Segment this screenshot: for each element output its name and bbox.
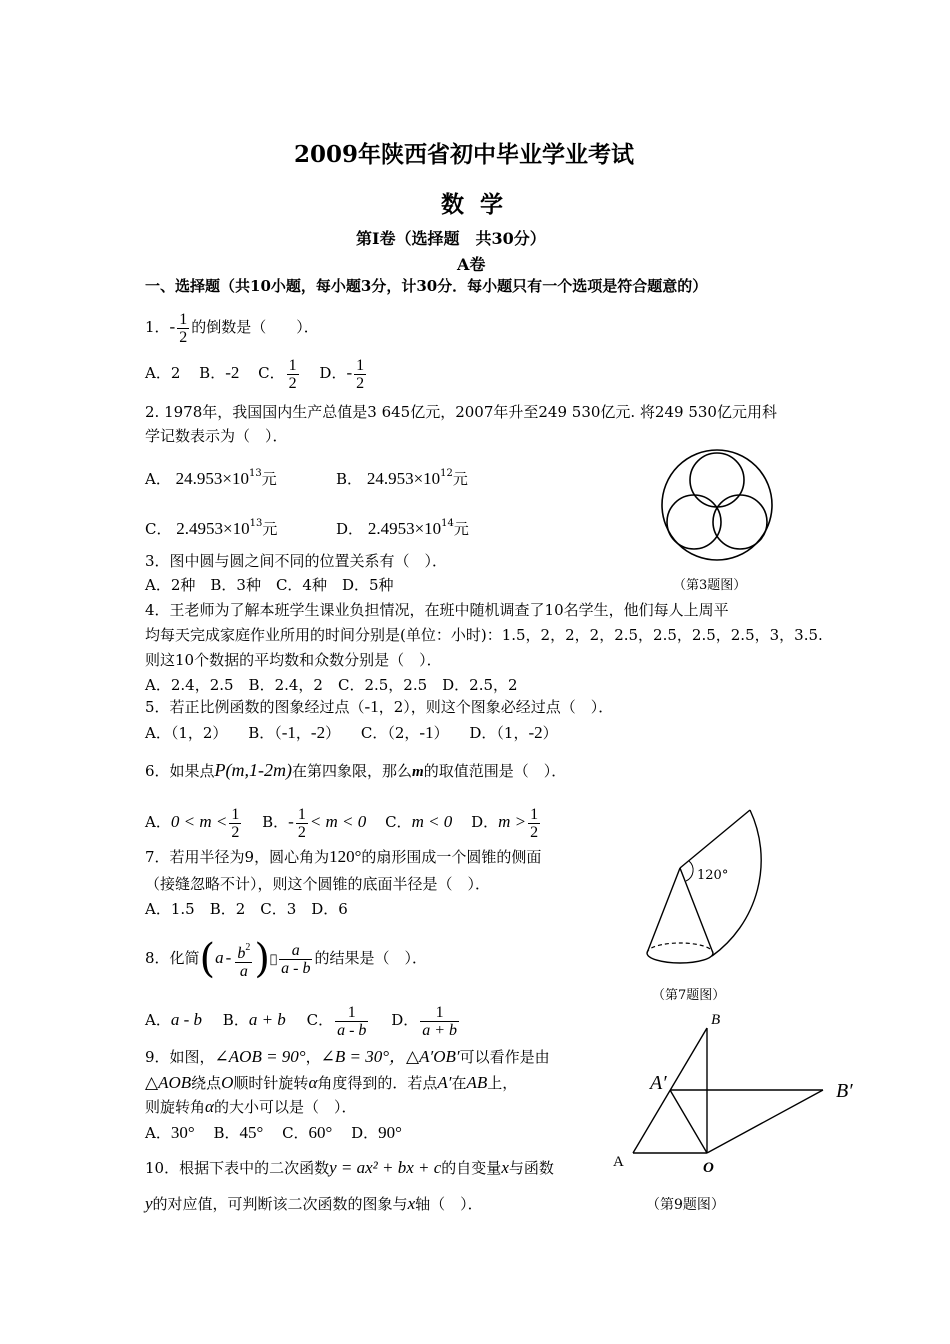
- question-9-options: [145, 1123, 402, 1143]
- question-8: [145, 936, 427, 981]
- q2-option-d: [336, 514, 469, 539]
- q6-a-left: 0 < m <: [170, 812, 228, 831]
- q10-y: y: [145, 1194, 153, 1213]
- question-8-options: [145, 998, 461, 1042]
- q10-line1-b: 的自变量: [441, 1159, 502, 1177]
- q10-line2-b: 轴（ ）．: [415, 1195, 483, 1213]
- q9-ab: AB: [466, 1073, 488, 1092]
- q9-c-label: C．: [282, 1124, 309, 1142]
- q9-caption: （第9题图）: [646, 1197, 725, 1213]
- q9-alpha: α: [308, 1073, 318, 1092]
- question-1-options: [145, 352, 368, 394]
- question-7-options: A．1.5 B．2 C．3 D．6: [145, 900, 348, 918]
- q1-fraction: [177, 311, 189, 346]
- q7-line1-a: 7．若用半径为9，圆心角为: [145, 848, 330, 866]
- q1-den: 2: [179, 328, 188, 346]
- q3-figure: [655, 448, 779, 562]
- q1-d-num: 1: [356, 356, 365, 374]
- q5-stem-a: 5．若正比例函数的图象经过点（: [145, 698, 365, 716]
- q3-top-circle: [690, 453, 744, 507]
- q8-frac2-num: [279, 942, 312, 960]
- q9-line2-c: 角度得到的．若点: [317, 1074, 438, 1092]
- q9-label-a: A: [613, 1154, 624, 1170]
- q9-c-val: 60°: [308, 1123, 333, 1142]
- q1-option-c: [287, 357, 299, 392]
- q9-label-o: O: [703, 1160, 714, 1176]
- q10-line2-a: 的对应值，可判断该二次函数的图象与: [152, 1195, 408, 1213]
- q8-fraction-1: [235, 939, 252, 980]
- question-4-line2: 均每天完成家庭作业所用的时间分别是(单位：小时)：1.5，2，2，2，2.5，2.5，2.5，2.5，3，3.5.: [145, 626, 823, 644]
- q8-sq: 2: [245, 941, 251, 953]
- question-10-line2: [145, 1194, 483, 1214]
- q9-label-b-prime: B′: [836, 1080, 853, 1102]
- q2-a-base: 24.953×10: [175, 469, 249, 488]
- q6-b-label: B．: [262, 813, 289, 831]
- q9-eq2: ∠B = 30°: [320, 1047, 390, 1066]
- q6-suffix: 的取值范围是（ ）．: [423, 762, 567, 780]
- q8-den2: a - b: [281, 959, 311, 977]
- question-7-line2: （接缝忽略不计），则这个圆锥的底面半径是（ ）．: [145, 875, 491, 893]
- q9-line2-e: 上，: [487, 1074, 518, 1092]
- q6-b-fraction: [296, 806, 308, 841]
- q8-frac1-den: [235, 963, 252, 980]
- q9-line3-b: 的大小可以是（ ）．: [213, 1098, 357, 1116]
- q2-c-exp: 13: [249, 518, 263, 529]
- q9-o: O: [221, 1073, 234, 1092]
- q8-paren-right: ): [254, 936, 270, 982]
- question-4-options: A．2.4，2.5 B．2.4，2 C．2.5，2.5 D．2.5，2: [145, 676, 518, 694]
- question-6-options: [145, 800, 542, 844]
- q6-b-num: 1: [297, 805, 306, 823]
- q8-minus: -: [225, 948, 232, 967]
- q8-d-fraction: [420, 1004, 459, 1039]
- q5-option-d-a: D．（1，: [469, 724, 529, 742]
- q9-ap: A′: [437, 1073, 452, 1092]
- q10-line1-a: 10．根据下表中的二次函数: [145, 1159, 330, 1177]
- q5-option-c-a: C．（2，: [360, 724, 420, 742]
- q7-figure-angle: 120°: [697, 868, 729, 883]
- q5-option-b-v1: -1: [281, 723, 296, 742]
- q1-option-b: -2: [225, 363, 240, 382]
- question-9-line3: [145, 1097, 356, 1117]
- volume-title: A卷: [457, 255, 486, 274]
- q8-fraction-2: [279, 942, 312, 977]
- question-5: [145, 697, 613, 717]
- q1-option-d-label: D．: [319, 364, 347, 382]
- q8-b-label: B．: [222, 1011, 249, 1029]
- q8-a: a: [215, 948, 224, 967]
- q8-num2: a: [291, 941, 300, 959]
- q8-a-val: a - b: [170, 1010, 203, 1029]
- q8-op: 􀁗: [269, 952, 278, 966]
- q9-eq1: ∠AOB = 90°: [214, 1047, 306, 1066]
- q8-a-label: A．: [145, 1011, 171, 1029]
- q8-c-den: a - b: [337, 1021, 367, 1039]
- q9-side-ap-o: [670, 1090, 707, 1153]
- q1-d-minus: -: [346, 363, 353, 382]
- q7-caption: （第7题图）: [652, 988, 726, 1003]
- q7-cone-left: [647, 868, 680, 953]
- q9-sep: ，: [305, 1048, 321, 1066]
- q9-a-label: A．: [145, 1124, 171, 1142]
- q9-line1-a: 9．如图，: [145, 1048, 215, 1066]
- question-4-line1: 4．王老师为了解本班学生课业负担情况，在班中随机调查了10名学生，他们每人上周平: [145, 601, 729, 619]
- q5-option-b-mid: ，: [295, 724, 311, 742]
- q2-b-unit: 元: [452, 470, 468, 488]
- question-4-line3: 则这10个数据的平均数和众数分别是（ ）．: [145, 651, 442, 669]
- q8-c-num: 1: [335, 1004, 368, 1022]
- q10-func: y = ax² + bx + c: [329, 1158, 442, 1177]
- question-10-line1: [145, 1158, 554, 1178]
- q1-num: 1: [179, 310, 188, 328]
- q2-a-exp: 13: [248, 468, 262, 479]
- q2-c-label: C．: [145, 520, 172, 538]
- q9-line2-b: 顺时针旋转: [233, 1074, 309, 1092]
- q1-d-den: 2: [356, 374, 365, 392]
- q2-b-exp: 12: [440, 468, 453, 479]
- q6-c-label: C．: [385, 813, 412, 831]
- section-heading: 一、选择题（共10小题，每小题3分，计30分．每小题只有一个选项是符合题意的）: [145, 277, 708, 295]
- question-1: [145, 308, 319, 346]
- q5-option-b-a: B．（: [248, 724, 282, 742]
- q8-c-fraction: [335, 1004, 368, 1039]
- q1-option-a: A．2: [145, 364, 181, 382]
- q9-alpha-2: α: [205, 1097, 214, 1116]
- question-7-line1: [145, 847, 541, 867]
- q8-d-num: 1: [420, 1004, 459, 1022]
- q8-paren-left: (: [199, 936, 216, 982]
- q2-d-unit: 元: [453, 520, 469, 538]
- q6-a-den: 2: [231, 823, 240, 841]
- q9-line2-a: 绕点: [191, 1074, 222, 1092]
- q6-d-den: 2: [530, 823, 539, 841]
- q7-line1-b: 的扇形围成一个圆锥的侧面: [361, 848, 542, 866]
- part-title: 第Ⅰ卷（选择题 共30分）: [356, 229, 546, 248]
- q1-option-b-label: B．: [199, 364, 226, 382]
- q6-mid: 在第四象限，那么: [292, 762, 413, 780]
- q9-d-label: D．: [351, 1124, 379, 1142]
- q6-b-den: 2: [297, 823, 306, 841]
- q3-caption: （第3题图）: [673, 578, 747, 593]
- q9-label-a-prime: A′: [650, 1072, 667, 1094]
- q2-c-unit: 元: [262, 520, 278, 538]
- q6-d-num: 1: [530, 805, 539, 823]
- q6-a-fraction: [229, 806, 241, 841]
- q6-b-minus: -: [288, 812, 294, 831]
- q8-prefix: 8．化简: [145, 949, 200, 967]
- q2-b-base: 24.953×10: [366, 469, 441, 488]
- q1-minus: -: [169, 317, 176, 336]
- q9-line2-d: 在: [451, 1074, 467, 1092]
- q5-option-b-c: ）: [325, 724, 341, 742]
- q8-frac2-den: [279, 960, 312, 977]
- q2-option-a: [145, 464, 277, 489]
- q8-den-a: a: [239, 962, 248, 980]
- q5-option-b-v2: -2: [310, 723, 326, 742]
- q5-option-a: A．（1，2）: [145, 724, 228, 742]
- q1-stem: 的倒数是（ ）．: [191, 318, 319, 336]
- q10-line1-c: 与函数: [508, 1159, 554, 1177]
- q1-c-den: 2: [288, 374, 297, 392]
- q9-line1-b: 可以看作是由: [459, 1048, 550, 1066]
- question-2-line1: 2. 1978年，我国国内生产总值是3 645亿元，2007年升至249 530亿元. 将249 530亿元用科: [145, 403, 777, 421]
- q1-prefix: 1．: [145, 318, 170, 336]
- q6-b-right: < m < 0: [309, 812, 367, 831]
- subject-title: 数 学: [441, 191, 504, 218]
- q9-label-b: B: [711, 1012, 721, 1028]
- q6-point: P(m,1-2m): [214, 760, 293, 780]
- q2-b-label: B．: [336, 470, 363, 488]
- q2-option-c: [145, 514, 277, 539]
- q7-figure: [640, 806, 780, 976]
- q2-d-label: D．: [336, 520, 364, 538]
- q2-c-base: 2.4953×10: [176, 519, 250, 538]
- question-6: [145, 760, 566, 782]
- q9-b-label: B．: [213, 1124, 240, 1142]
- q9-line3-a: 则旋转角: [145, 1098, 206, 1116]
- q2-a-label: A．: [145, 470, 171, 488]
- q6-a-label: A．: [145, 813, 171, 831]
- q8-d-den: a + b: [422, 1021, 458, 1039]
- q6-a-num: 1: [231, 805, 240, 823]
- q9-tri1: ，△A′OB′: [389, 1047, 460, 1066]
- q8-suffix: 的结果是（ ）．: [314, 949, 427, 967]
- q7-angle-mark: [686, 861, 693, 881]
- q5-option-d-c: ）: [542, 724, 558, 742]
- q5-option-c-c: ）: [433, 724, 449, 742]
- q6-d-left: m >: [498, 812, 527, 831]
- q8-d-label: D．: [391, 1011, 419, 1029]
- q6-var: m: [412, 764, 424, 780]
- q5-option-c-v: -1: [419, 723, 434, 742]
- question-3-options: A．2种 B．3种 C．4种 D．5种: [145, 576, 394, 594]
- q8-frac1-num: [235, 939, 252, 963]
- q5-stem-val: -1: [364, 697, 379, 716]
- question-5-options: [145, 723, 558, 743]
- q6-d-label: D．: [471, 813, 499, 831]
- q6-c-val: m < 0: [411, 812, 453, 831]
- q5-option-d-v: -2: [528, 723, 543, 742]
- q2-a-unit: 元: [261, 470, 277, 488]
- q7-angle: 120°: [329, 847, 362, 866]
- q8-c-label: C．: [306, 1011, 334, 1029]
- question-2-line2: 学记数表示为（ ）．: [145, 427, 288, 445]
- q9-tri2: △AOB: [145, 1073, 192, 1092]
- q9-d-val: 90°: [378, 1123, 402, 1142]
- q10-x: x: [501, 1158, 509, 1177]
- q2-option-b: [336, 464, 468, 489]
- question-3: 3．图中圆与圆之间不同的位置关系有（ ）．: [145, 552, 448, 570]
- question-9-line1: [145, 1047, 550, 1067]
- q1-c-num: 1: [288, 356, 297, 374]
- q9-a-val: 30°: [170, 1123, 195, 1142]
- q1-option-c-label: C．: [258, 364, 285, 382]
- q7-base-back: [647, 943, 713, 953]
- question-9-line2: [145, 1073, 517, 1093]
- q6-prefix: 6．如果点: [145, 762, 215, 780]
- q6-d-fraction: [528, 806, 540, 841]
- q7-sector-radius: [680, 810, 750, 868]
- q9-b-val: 45°: [239, 1123, 264, 1142]
- q9-side-o-bp: [707, 1090, 823, 1153]
- q7-sector-arc: [712, 810, 761, 956]
- q8-b-val: a + b: [248, 1010, 286, 1029]
- q7-base-front: [647, 953, 713, 963]
- q10-x2: x: [407, 1194, 416, 1213]
- q5-stem-b: ，2），则这个图象必经过点（ ）．: [378, 698, 614, 716]
- q2-d-exp: 14: [441, 518, 454, 529]
- q8-b: b: [237, 944, 246, 962]
- q2-d-base: 2.4953×10: [367, 519, 442, 538]
- exam-title: 2009年陕西省初中毕业学业考试: [294, 141, 635, 168]
- q1-option-d: [354, 357, 366, 392]
